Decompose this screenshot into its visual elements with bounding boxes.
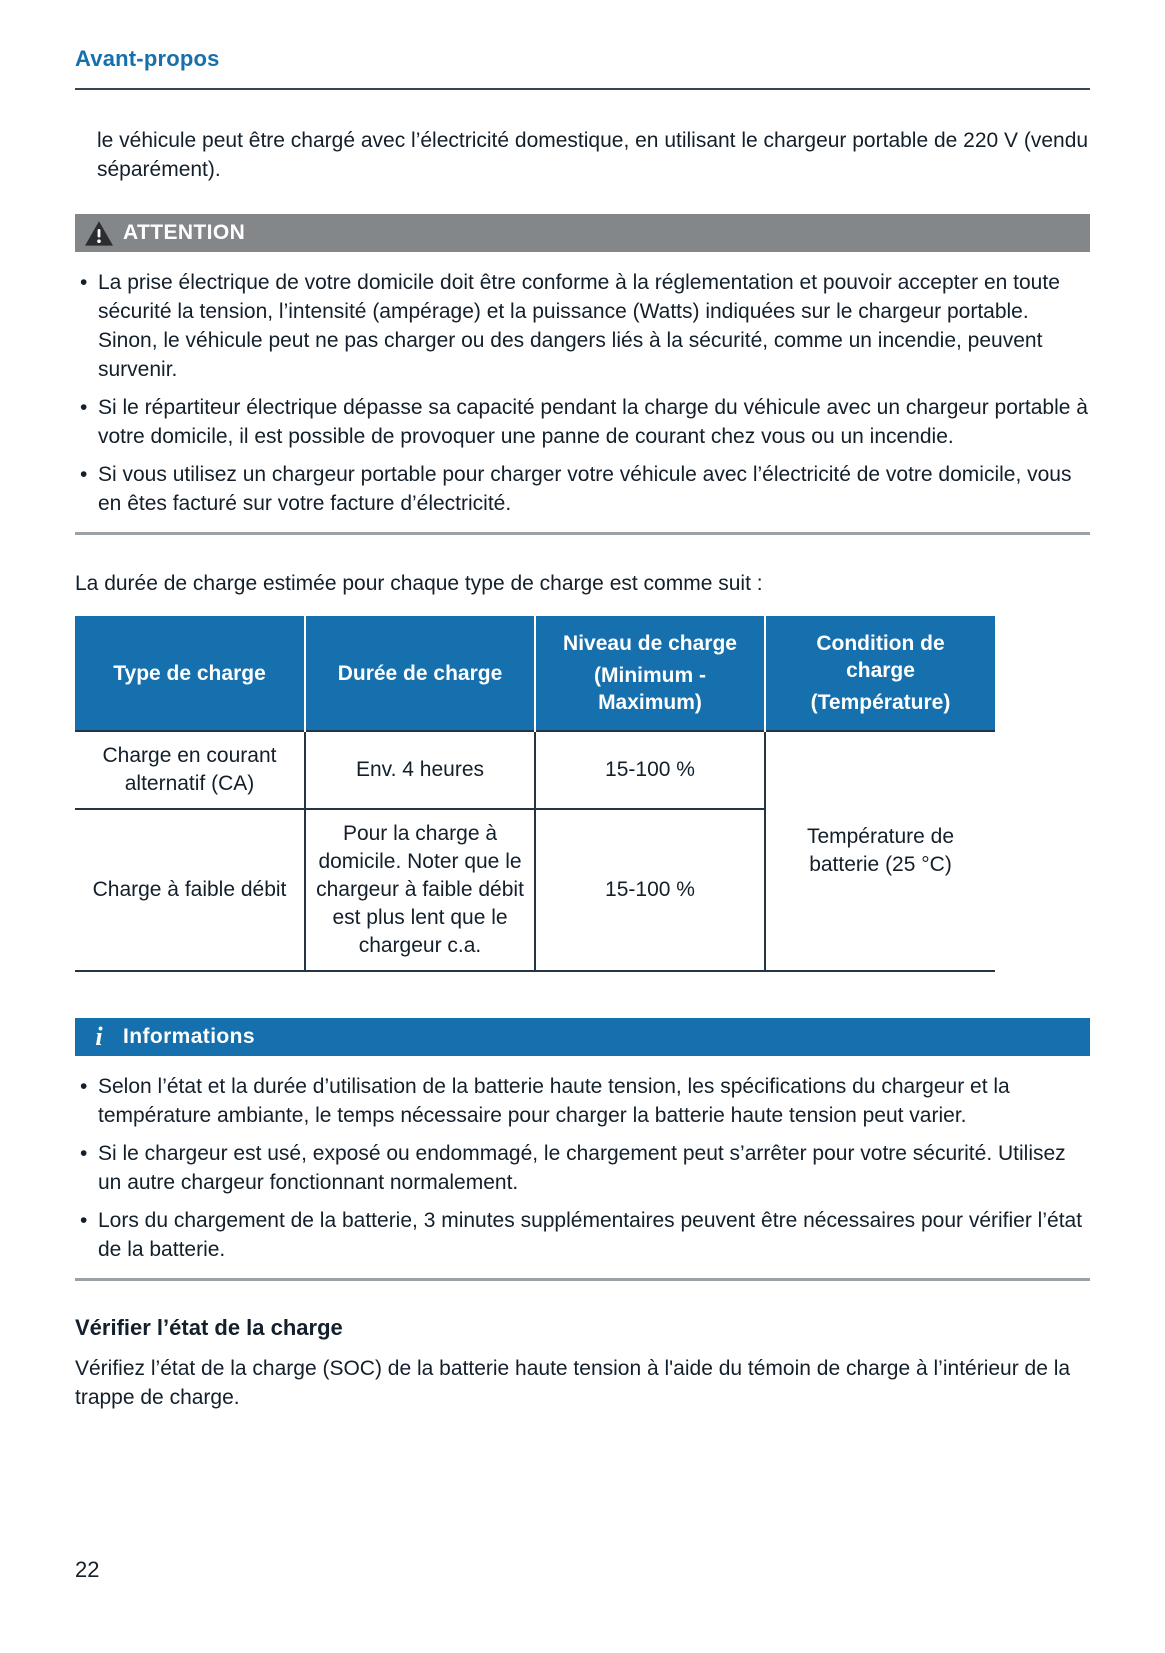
table-header-condition-sub: (Température) — [810, 691, 951, 714]
informations-title: Informations — [123, 1025, 255, 1048]
table-header-type — [75, 616, 305, 731]
cell-charge-type: Charge à faible débit — [75, 809, 305, 971]
table-header-duration-label: Durée de charge — [337, 661, 503, 685]
table-row — [75, 731, 995, 809]
attention-bullet: • Si vous utilisez un chargeur portable pour charger votre véhicule avec l’électricité de votre domicile, vous en êtes facturé sur votre facture d’électricité. — [98, 460, 1090, 518]
page-number: 22 — [75, 1557, 100, 1582]
informations-bullet: • Lors du chargement de la batterie, 3 minutes supplémentaires peuvent être nécessaires pour vérifier l’état de la batterie. — [98, 1206, 1090, 1264]
table-header-level — [535, 616, 765, 731]
table-header-level-title: Niveau de charge — [563, 632, 737, 655]
attention-title: ATTENTION — [123, 221, 246, 244]
table-header-condition-title: Condition de charge — [816, 632, 945, 682]
section-divider — [75, 1278, 1090, 1281]
verify-charge-paragraph: Vérifiez l’état de la charge (SOC) de la batterie haute tension à l'aide du témoin de charge à l’intérieur de la trappe de charge. — [75, 1357, 1071, 1409]
section-divider — [75, 532, 1090, 535]
informations-bullet: • Si le chargeur est usé, exposé ou endommagé, le chargement peut s’arrêter pour votre sécurité. Utilisez un autre chargeur fonctionnant normalement. — [98, 1139, 1090, 1197]
cell-charge-level: 15-100 % — [535, 731, 765, 809]
attention-list — [75, 268, 1090, 518]
table-header-type-label: Type de charge — [113, 661, 266, 685]
table-header-duration — [305, 616, 535, 731]
charging-duration-intro: La durée de charge estimée pour chaque type de charge est comme suit : — [75, 572, 763, 595]
cell-charge-duration: Pour la charge à domicile. Noter que le chargeur à faible débit est plus lent que le chargeur c.a. — [305, 809, 535, 971]
charging-table — [75, 616, 995, 972]
attention-bullet: • La prise électrique de votre domicile doit être conforme à la réglementation et pouvoir accepter en toute sécurité la tension, l’intensité (ampérage) et la puissance (Watts) indiquées sur le chargeur portable. Sinon, le véhicule peut ne pas charger ou des dangers liés à la sécurité, comme un incendie, peuvent survenir. — [98, 268, 1090, 384]
cell-charge-duration: Env. 4 heures — [305, 731, 535, 809]
table-header-condition — [765, 616, 995, 731]
informations-list — [75, 1072, 1090, 1264]
intro-paragraph: le véhicule peut être chargé avec l’électricité domestique, en utilisant le chargeur portable de 220 V (vendu séparément). — [97, 129, 1089, 181]
cell-charge-level: 15-100 % — [535, 809, 765, 971]
info-icon-glyph: i — [95, 1022, 103, 1051]
info-icon — [75, 1024, 123, 1050]
informations-banner — [75, 1018, 1090, 1056]
header-divider — [75, 88, 1090, 90]
attention-banner — [75, 214, 1090, 252]
verify-charge-heading: Vérifier l’état de la charge — [75, 1315, 343, 1340]
attention-bullet: • Si le répartiteur électrique dépasse sa capacité pendant la charge du véhicule avec un chargeur portable à votre domicile, il est possible de provoquer une panne de courant chez vous ou un incendie. — [98, 393, 1090, 451]
table-header-level-sub: (Minimum - Maximum) — [594, 664, 706, 714]
table-header-row — [75, 616, 995, 731]
cell-charge-condition: Température de batterie (25 °C) — [765, 731, 995, 971]
informations-bullet: • Selon l’état et la durée d’utilisation de la batterie haute tension, les spécifications du chargeur et la température ambiante, le temps nécessaire pour charger la batterie haute tension peut varier. — [98, 1072, 1090, 1130]
warning-icon — [75, 220, 123, 247]
cell-charge-type: Charge en courant alternatif (CA) — [75, 731, 305, 809]
chapter-heading: Avant-propos — [75, 46, 220, 71]
